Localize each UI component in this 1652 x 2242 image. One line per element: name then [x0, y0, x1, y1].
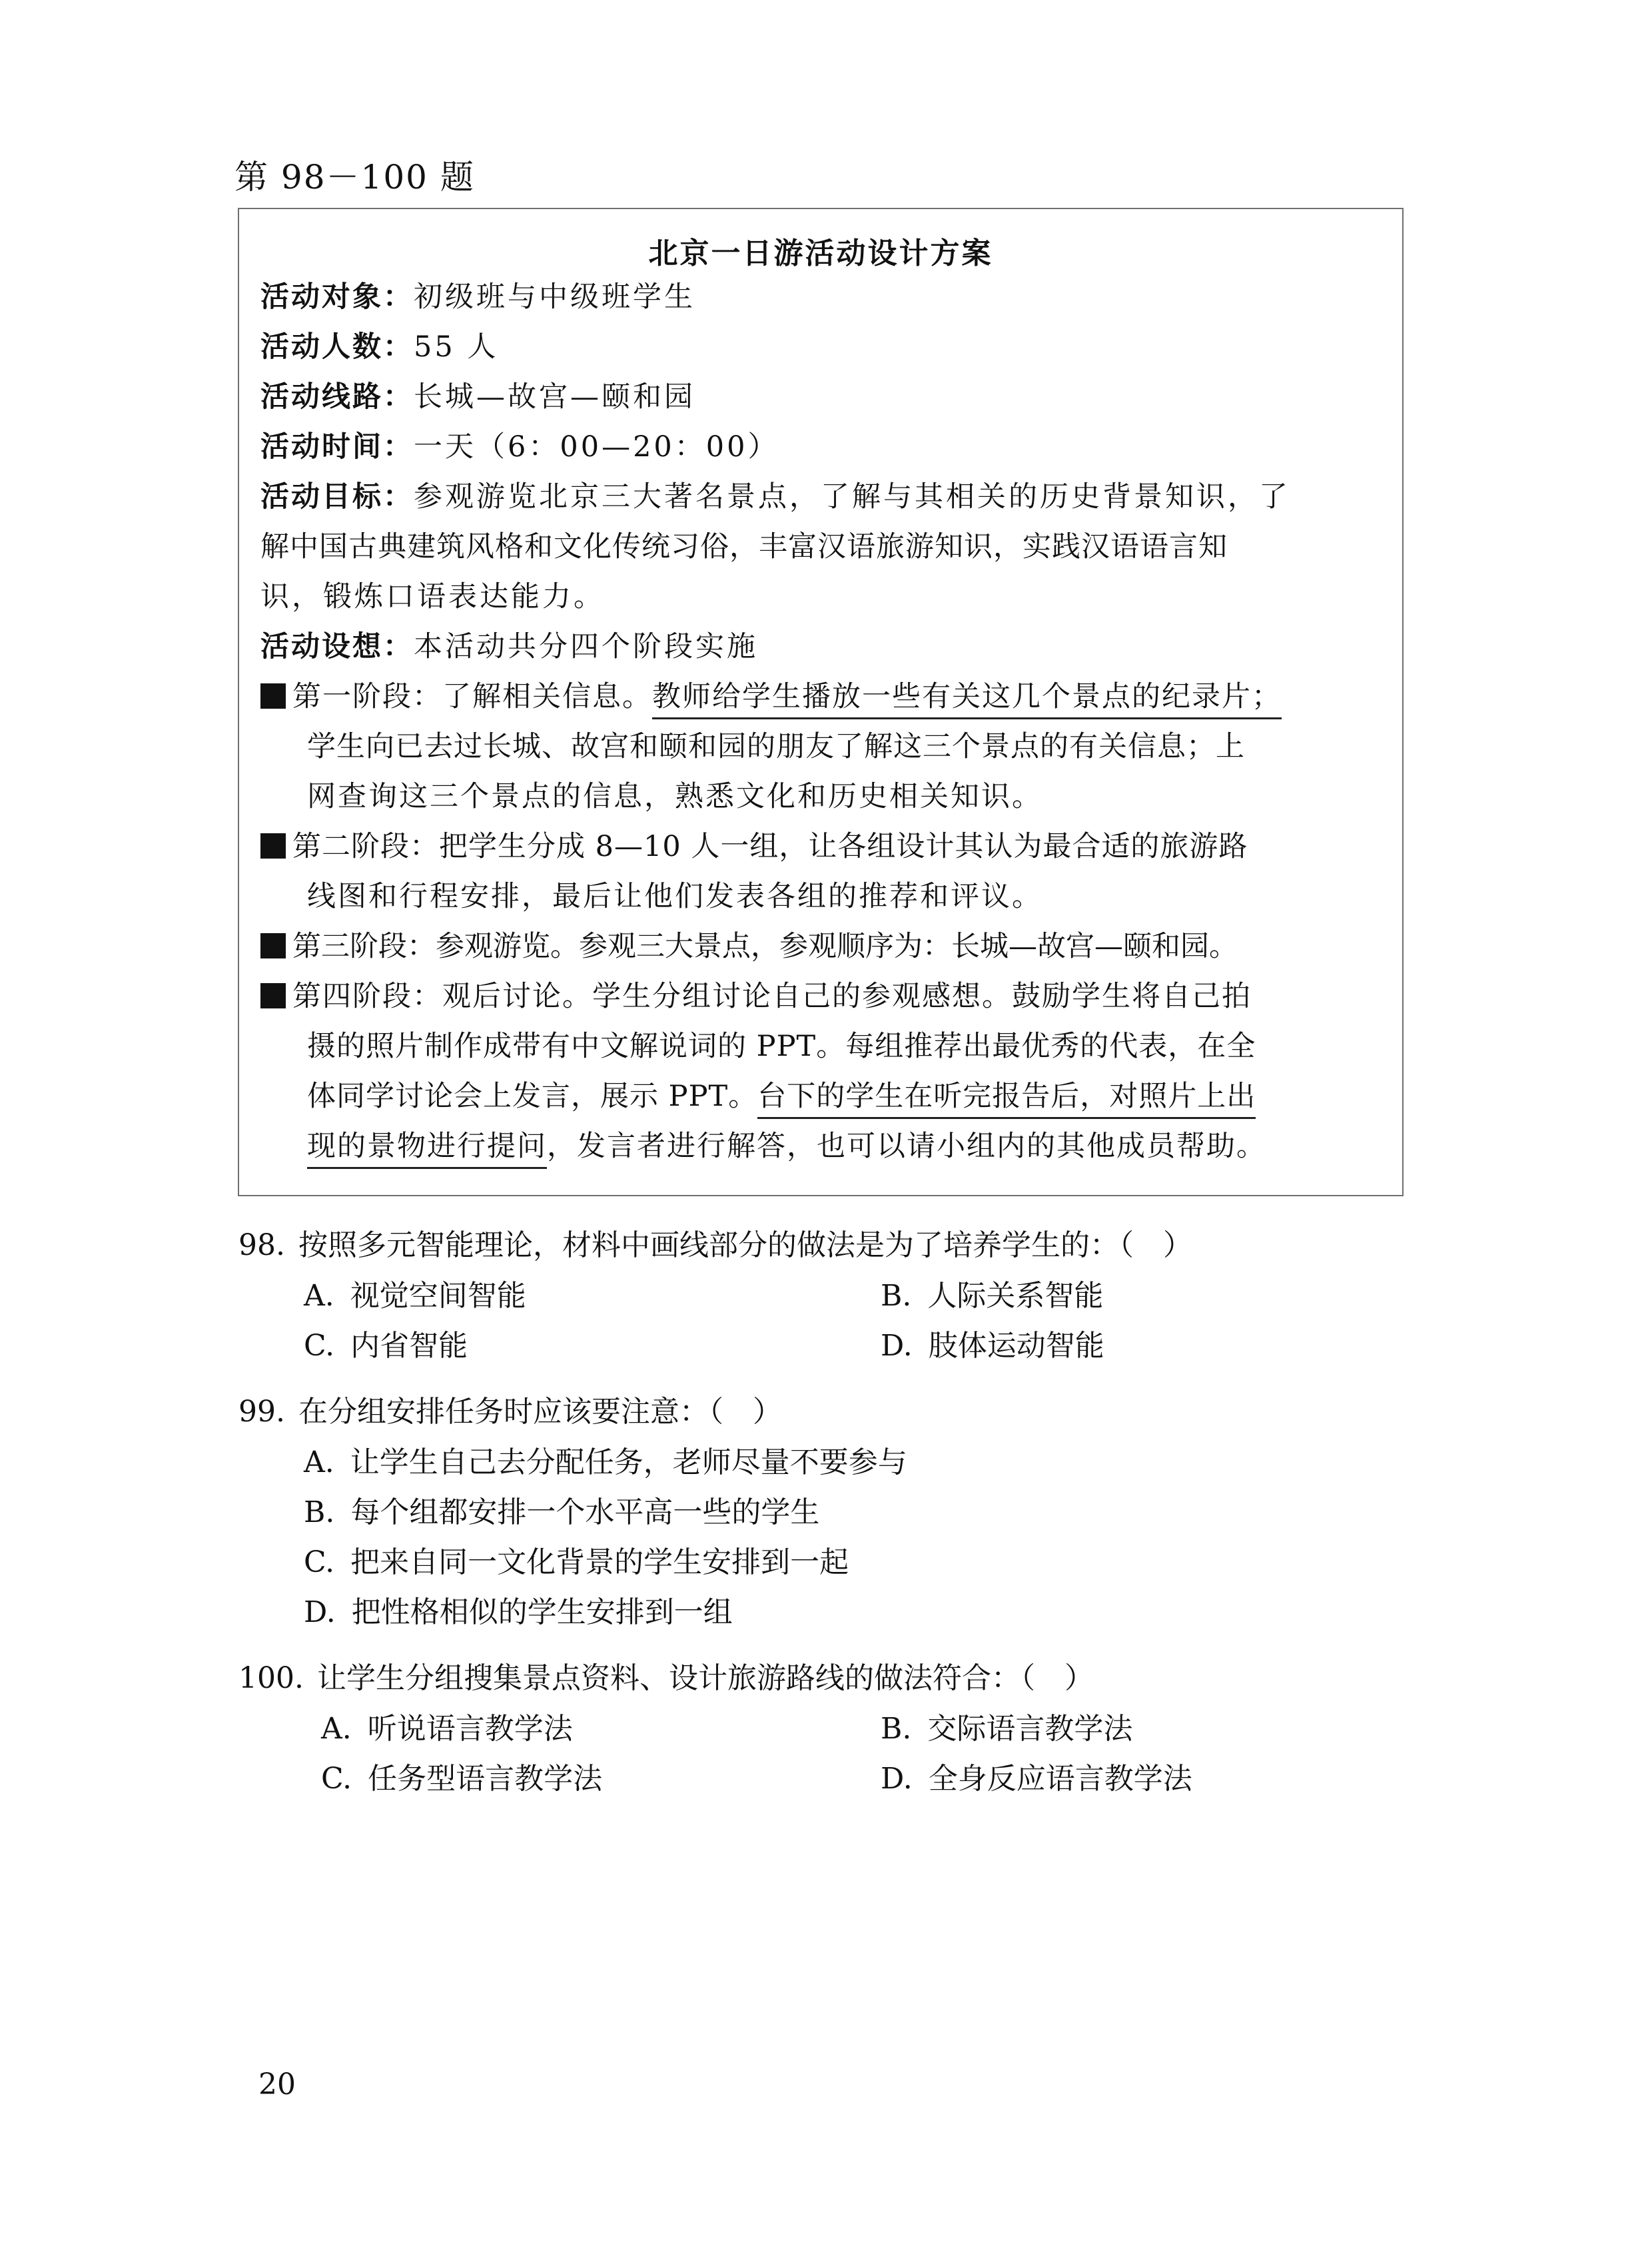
stage-4-text: 体同学讨论会上发言，展示 PPT。 — [307, 1080, 758, 1113]
option-text: 把来自同一文化背景的学生安排到一起 — [350, 1545, 849, 1579]
stage-2-line: 线图和行程安排，最后让他们发表各组的推荐和评议。 — [307, 880, 1042, 913]
field-time — [260, 424, 779, 465]
field-headcount — [260, 324, 498, 365]
stage-1-text: 第一阶段：了解相关信息。 — [292, 680, 652, 713]
option-text: 内省智能 — [350, 1329, 468, 1363]
stage-3-line: 第三阶段：参观游览。参观三大景点，参观顺序为：长城—故宫—颐和园。 — [292, 930, 1238, 963]
question-99 — [238, 1387, 782, 1430]
option-100-c[interactable] — [321, 1754, 602, 1797]
option-100-d[interactable] — [881, 1754, 1192, 1797]
option-100-a[interactable] — [321, 1704, 573, 1747]
stage-4-line: 摄的照片制作成带有中文解说词的 PPT。每组推荐出最优秀的代表，在全 — [307, 1030, 1256, 1063]
option-letter: A. — [304, 1445, 334, 1479]
page-number: 20 — [258, 2067, 296, 2101]
stage-4-text: ，发言者进行解答，也可以请小组内的其他成员帮助。 — [547, 1130, 1266, 1163]
option-text: 肢体运动智能 — [928, 1329, 1104, 1363]
question-number: 100. — [238, 1661, 304, 1695]
field-label: 活动对象： — [260, 280, 414, 314]
option-99-a[interactable] — [304, 1438, 907, 1481]
option-text: 让学生自己去分配任务，老师尽量不要参与 — [350, 1445, 907, 1479]
option-text: 听说语言教学法 — [367, 1712, 573, 1746]
option-99-d[interactable] — [304, 1588, 733, 1631]
option-letter: A. — [304, 1279, 334, 1313]
option-text: 任务型语言教学法 — [368, 1762, 603, 1796]
option-98-a[interactable] — [304, 1272, 526, 1314]
option-98-d[interactable] — [881, 1321, 1104, 1364]
question-text: 按照多元智能理论，材料中画线部分的做法是为了培养学生的：（ ） — [298, 1228, 1192, 1262]
field-label: 活动设想： — [260, 630, 414, 663]
question-number: 98. — [238, 1228, 285, 1262]
field-goal — [260, 474, 1290, 515]
underlined-text: 台下的学生在听完报告后，对照片上出 — [757, 1080, 1256, 1119]
option-text: 全身反应语言教学法 — [928, 1762, 1192, 1796]
field-value: 本活动共分四个阶段实施 — [414, 630, 758, 663]
square-bullet-icon — [260, 983, 286, 1008]
option-text: 交际语言教学法 — [927, 1712, 1133, 1746]
option-98-b[interactable] — [881, 1272, 1103, 1314]
stage-1-line — [292, 674, 1282, 715]
square-bullet-icon — [260, 683, 286, 709]
option-letter: C. — [304, 1545, 335, 1579]
option-letter: B. — [304, 1495, 335, 1529]
option-text: 视觉空间智能 — [350, 1279, 526, 1313]
stage-2-line: 第二阶段：把学生分成 8—10 人一组，让各组设计其认为最合适的旅游路 — [292, 830, 1248, 863]
option-letter: D. — [304, 1595, 336, 1629]
goal-line: 解中国古典建筑风格和文化传统习俗，丰富汉语旅游知识，实践汉语语言知 — [260, 530, 1228, 563]
field-plan — [260, 624, 758, 665]
option-letter: D. — [881, 1329, 913, 1363]
option-letter: B. — [881, 1712, 912, 1746]
material-box — [238, 208, 1404, 1196]
field-value: 55 人 — [414, 330, 499, 364]
goal-line: 识，锻炼口语表达能力。 — [260, 580, 605, 613]
field-value: 初级班与中级班学生 — [414, 280, 695, 314]
field-target — [260, 274, 695, 315]
option-98-c[interactable] — [304, 1321, 468, 1364]
question-number: 99. — [238, 1395, 285, 1429]
question-text: 在分组安排任务时应该要注意：（ ） — [298, 1395, 782, 1429]
square-bullet-icon — [260, 833, 286, 859]
option-100-b[interactable] — [881, 1704, 1132, 1747]
question-100 — [238, 1654, 1094, 1696]
field-value: 长城—故宫—颐和园 — [414, 380, 695, 414]
field-label: 活动人数： — [260, 330, 414, 364]
stage-4-line — [292, 1124, 1266, 1164]
field-label: 活动线路： — [260, 380, 414, 414]
option-text: 把性格相似的学生安排到一组 — [351, 1595, 733, 1629]
option-text: 每个组都安排一个水平高一些的学生 — [350, 1495, 820, 1529]
underlined-text: 教师给学生播放一些有关这几个景点的纪录片； — [652, 680, 1282, 719]
underlined-text: 现的景物进行提问 — [307, 1130, 547, 1169]
field-label: 活动时间： — [260, 430, 414, 464]
option-letter: A. — [321, 1712, 352, 1746]
field-route — [260, 374, 695, 415]
field-label: 活动目标： — [260, 480, 414, 514]
question-98 — [238, 1221, 1192, 1264]
question-text: 让学生分组搜集景点资料、设计旅游路线的做法符合：（ ） — [316, 1661, 1094, 1695]
option-99-c[interactable] — [304, 1538, 849, 1581]
stage-1-line: 网查询这三个景点的信息，熟悉文化和历史相关知识。 — [307, 780, 1042, 813]
goal-line: 参观游览北京三大著名景点，了解与其相关的历史背景知识，了 — [414, 480, 1290, 514]
stage-4-line — [292, 1074, 1256, 1114]
option-text: 人际关系智能 — [927, 1279, 1104, 1313]
field-value: 一天（6：00—20：00） — [414, 430, 779, 464]
option-letter: D. — [881, 1762, 913, 1796]
option-letter: B. — [881, 1279, 912, 1313]
stage-1-line: 学生向已去过长城、故宫和颐和园的朋友了解这三个景点的有关信息；上 — [307, 730, 1245, 763]
square-bullet-icon — [260, 933, 286, 958]
option-letter: C. — [321, 1762, 352, 1796]
option-99-b[interactable] — [304, 1488, 819, 1531]
material-title: 北京一日游活动设计方案 — [648, 236, 993, 270]
question-range-header: 第 98－100 题 — [234, 158, 475, 196]
option-letter: C. — [304, 1329, 335, 1363]
stage-4-line: 第四阶段：观后讨论。学生分组讨论自己的参观感想。鼓励学生将自己拍 — [292, 980, 1252, 1013]
